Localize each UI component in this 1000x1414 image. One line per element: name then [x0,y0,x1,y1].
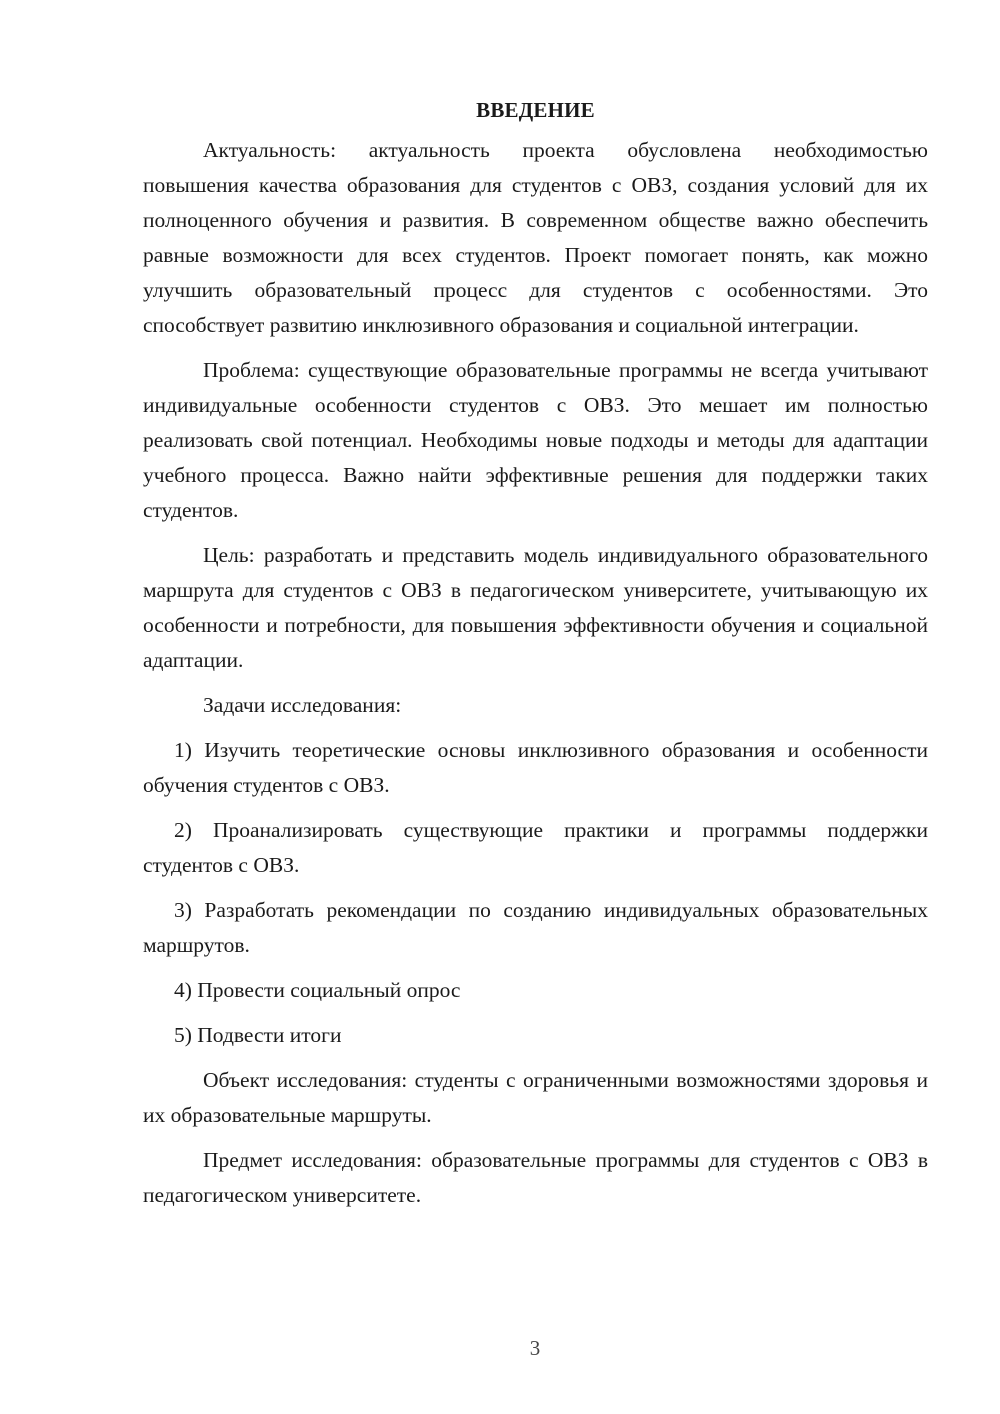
paragraph-problem: Проблема: существующие образовательные программы не всегда учитывают индивидуальные особенности студентов с ОВЗ. Это мешает им полностью реализовать свой потенциал. Необходимы новые подходы и методы для адаптации учебного процесса. Важно найти эффективные решения для поддержки таких студентов. [143,358,928,522]
task-item: 4) Провести социальный опрос [174,978,461,1002]
paragraph-relevance: Актуальность: актуальность проекта обусловлена необходимостью повышения качества образования для студентов с ОВЗ, создания условий для их полноценного обучения и развития. В современном обществе важно обеспечить равные возможности для всех студентов. Проект помогает понять, как можно улучшить образовательный процесс для студентов с особенностями. Это способствует развитию инклюзивного образования и социальной интеграции. [143,138,928,337]
task-item: 5) Подвести итоги [174,1023,342,1047]
task-item: 1) Изучить теоретические основы инклюзивного образования и особенности обучения студентов с ОВЗ. [143,738,928,797]
page-content [143,95,928,1223]
task-item: 2) Проанализировать существующие практики и программы поддержки студентов с ОВЗ. [143,818,928,877]
paragraph-tasks-heading: Задачи исследования: [203,693,402,717]
task-item: 3) Разработать рекомендации по созданию индивидуальных образовательных маршрутов. [143,898,928,957]
paragraph-subject: Предмет исследования: образовательные программы для студентов с ОВЗ в педагогическом университете. [143,1148,928,1207]
paragraph-object: Объект исследования: студенты с ограниченными возможностями здоровья и их образовательные маршруты. [143,1068,928,1127]
section-title: ВВЕДЕНИЕ [476,98,595,122]
page-number: 3 [529,1336,541,1360]
paragraph-goal: Цель: разработать и представить модель индивидуального образовательного маршрута для студентов с ОВЗ в педагогическом университете, учитывающую их особенности и потребности, для повышения эффективности обучения и социальной адаптации. [143,543,928,672]
